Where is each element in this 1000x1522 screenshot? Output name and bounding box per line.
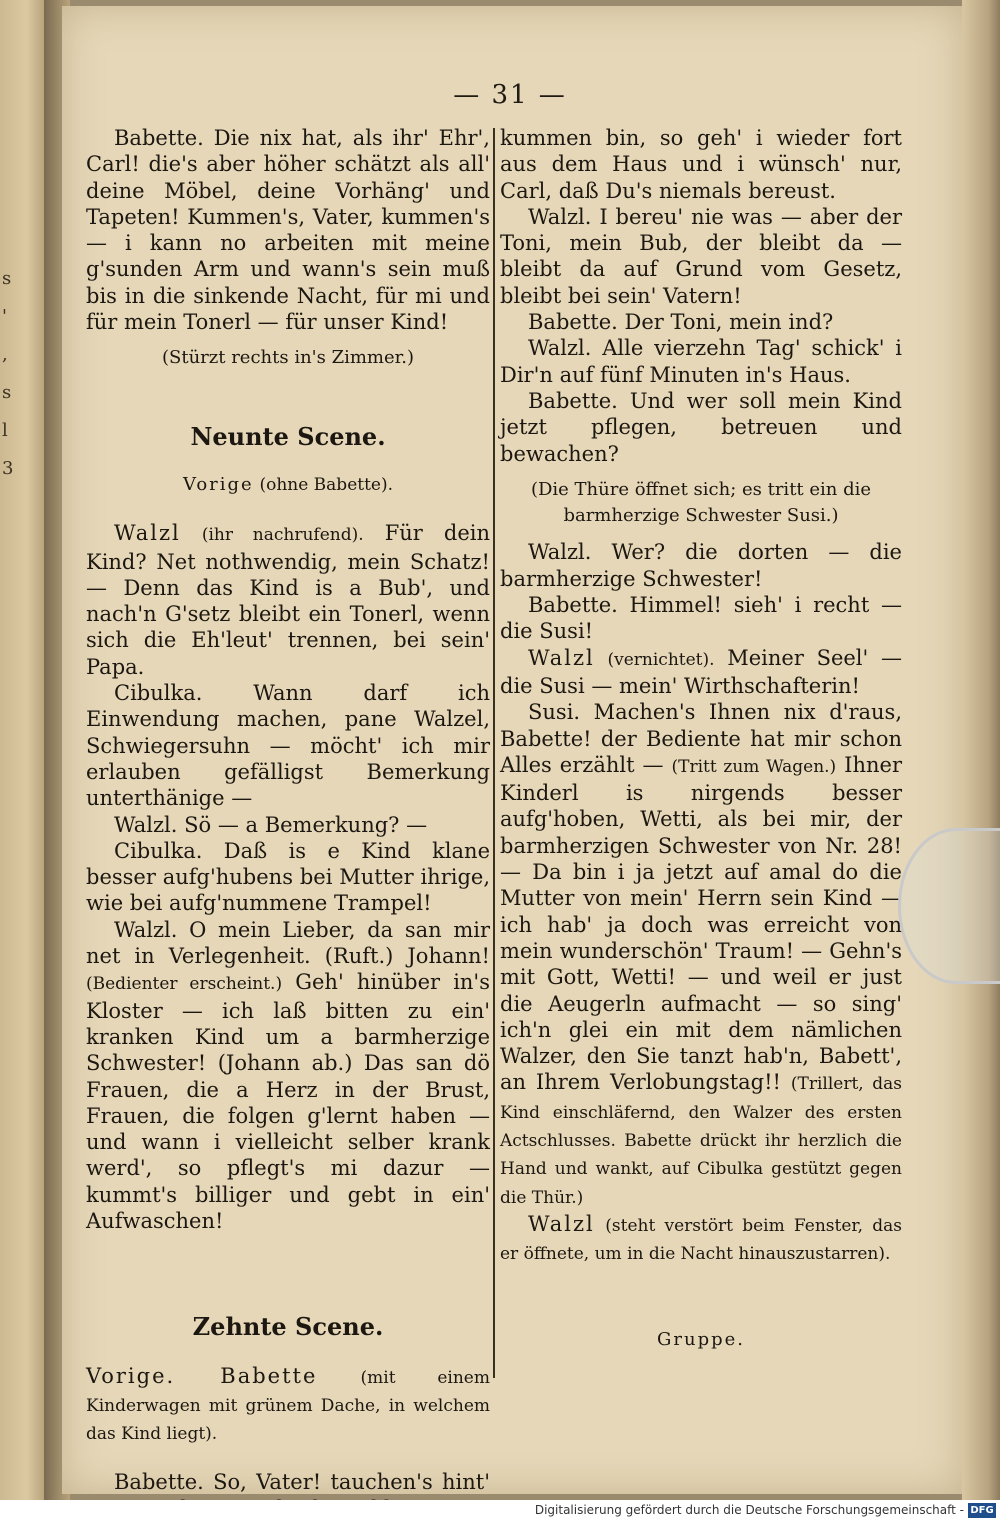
dialogue: Meiner Seel' — die Susi — mein' Wirthschafterin! bbox=[500, 645, 902, 698]
column-divider bbox=[493, 128, 495, 1378]
paragraph: Walzl. Wer? die dorten — die barmherzige Schwester! bbox=[500, 540, 902, 591]
dialogue: Susi. Machen's Ihnen nix d'raus, Babette! der Bediente hat mir schon Alles erzählt — bbox=[500, 700, 902, 777]
page-number: — 31 — bbox=[453, 80, 567, 110]
dialogue: Ihner Kinderl is nirgends besser aufg'hoben, Wetti, als bei mir, der barmherzigen Schwester von Nr. 28! — Da bin i ja jetzt auf amal do die Mutter von mein' Herrn sein Kind — ich hab' ja doch was erreicht von mein wunderschön' Traum! — Gehn's mit Gott, Wetti! — und weil er just die Aeugerln aufmacht — so sing' ich'n glei ein mit dem nämlichen Walzer, den Sie tanzt hab'n, Babett', an Ihrem Verlobungstag!! bbox=[500, 752, 902, 1095]
paragraph: kummen bin, so geh' i wieder fort aus dem Haus und i wünsch' nur, Carl, daß Du's niemals bereust. bbox=[500, 126, 902, 203]
footer-bar bbox=[0, 1500, 1000, 1522]
margin-mark: l bbox=[2, 420, 8, 441]
paragraph bbox=[86, 917, 490, 1235]
stage-direction: (Stürzt rechts in's Zimmer.) bbox=[161, 347, 415, 369]
cast-note: (ohne Babette). bbox=[259, 474, 394, 495]
speaker: Walzl bbox=[114, 521, 181, 546]
cast-names: Vorige. Babette bbox=[86, 1363, 318, 1388]
paragraph: Cibulka. Wann darf ich Einwendung machen, pane Walzel, Schwiegersuhn — möcht' ich mir erlauben gefälligst Bemerkung unterthänige — bbox=[86, 681, 490, 811]
paragraph: Babette. Und wer soll mein Kind jetzt pflegen, betreuen und bewachen? bbox=[500, 388, 902, 466]
facing-page-edge bbox=[0, 0, 44, 1500]
stage-direction: (Die Thüre öffnet sich; es tritt ein die barmherzige Schwester Susi.) bbox=[530, 478, 872, 527]
margin-mark: 3 bbox=[2, 458, 14, 479]
closing-tableau: Gruppe. bbox=[657, 1329, 745, 1351]
paragraph: Cibulka. Daß is e Kind klane besser aufg'hubens bei Mutter ihrige, wie bei aufg'nummene Trampel! bbox=[86, 838, 490, 916]
inline-direction: (vernichtet). bbox=[607, 649, 715, 670]
scene-heading: Zehnte Scene. bbox=[192, 1312, 384, 1342]
facing-page-marks bbox=[2, 260, 16, 488]
funding-credit: Digitalisierung gefördert durch die Deutsche Forschungsgemeinschaft - bbox=[534, 1503, 964, 1517]
margin-mark: s bbox=[2, 268, 12, 289]
scene-cast bbox=[86, 1363, 490, 1448]
right-column bbox=[500, 125, 902, 1354]
speaker: Walzl bbox=[528, 1211, 595, 1236]
paragraph: Babette. So, Vater! tauchen's hint' bbox=[114, 1470, 490, 1495]
paragraph: Walzl. Sö — a Bemerkung? — bbox=[114, 812, 428, 837]
cast-note: (mit einem Kinderwagen mit grünem Dache, in welchem das Kind liegt). bbox=[86, 1367, 490, 1445]
dialogue: Walzl. O mein Lieber, da san mir net in Verlegenheit. (Ruft.) Johann! bbox=[86, 917, 490, 969]
paragraph bbox=[500, 1211, 902, 1268]
margin-mark: ' bbox=[2, 306, 7, 327]
inline-direction: (ihr nachrufend). bbox=[201, 525, 364, 546]
inline-direction: (Bedienter erscheint.) bbox=[86, 974, 283, 995]
margin-mark: s bbox=[2, 382, 12, 403]
page-right-edge bbox=[962, 0, 1000, 1500]
paragraph: Walzl. I bereu' nie was — aber der Toni, mein Bub, der bleibt da — bleibt da auf Grund vom Gesetz, bleibt bei sein' Vatern! bbox=[500, 204, 902, 308]
paragraph: Walzl. Alle vierzehn Tag' schick' i Dir'n auf fünf Minuten in's Haus. bbox=[500, 336, 902, 387]
margin-mark: , bbox=[2, 344, 8, 365]
paragraph bbox=[500, 699, 902, 1211]
speaker: Walzl bbox=[528, 645, 595, 670]
paragraph: Babette. Himmel! sieh' i recht — die Susi! bbox=[500, 593, 902, 644]
dialogue: Geh' hinüber in's Kloster — ich laß bitten zu ein' kranken Kind um a barmherzige Schwester! (Johann ab.) Das san dö Frauen, die a Herz in der Brust, Frauen, die folgen g'lernt haben — und wann i vielleicht selber krank werd', so pflegt's mi dazur — kummt's billiger und gebt in ein' Aufwaschen! bbox=[86, 970, 490, 1233]
left-column bbox=[86, 125, 490, 1522]
scene-cast bbox=[86, 472, 490, 498]
inline-direction: (steht verstört beim Fenster, das er öffnete, um in die Nacht hinauszustarren). bbox=[500, 1215, 902, 1265]
inline-direction: (Tritt zum Wagen.) bbox=[671, 756, 837, 777]
dialogue: Für dein Kind? Net nothwendig, mein Schatz! — Denn das Kind is a Bub', und nach'n G'setz bleibt ein Tonerl, wenn sich die Eh'leut' trennen, bei sein' Papa. bbox=[86, 521, 490, 679]
scene-heading: Neunte Scene. bbox=[190, 421, 386, 451]
dfg-logo-icon: DFG bbox=[968, 1503, 996, 1518]
paragraph: Babette. Der Toni, mein ind? bbox=[528, 310, 834, 335]
paragraph bbox=[86, 520, 490, 680]
paragraph bbox=[500, 645, 902, 700]
cast-names: Vorige bbox=[182, 473, 254, 495]
inline-direction: (Trillert, das Kind einschläfernd, den Walzer des ersten Actschlusses. Babette drückt ihr herzlich die Hand und wankt, auf Cibulka gestützt gegen die Thür.) bbox=[500, 1074, 902, 1208]
paragraph: Babette. Die nix hat, als ihr' Ehr', Carl! die's aber höher schätzt als all' deine Möbel, deine Vorhäng' und Tapeten! Kummen's, Vater, kummen's — i kann no arbeiten mit meine g'sunden Arm und wann's sein muß bis in die sinkende Nacht, für mi und für mein Tonerl — für unser Kind! bbox=[86, 126, 490, 335]
